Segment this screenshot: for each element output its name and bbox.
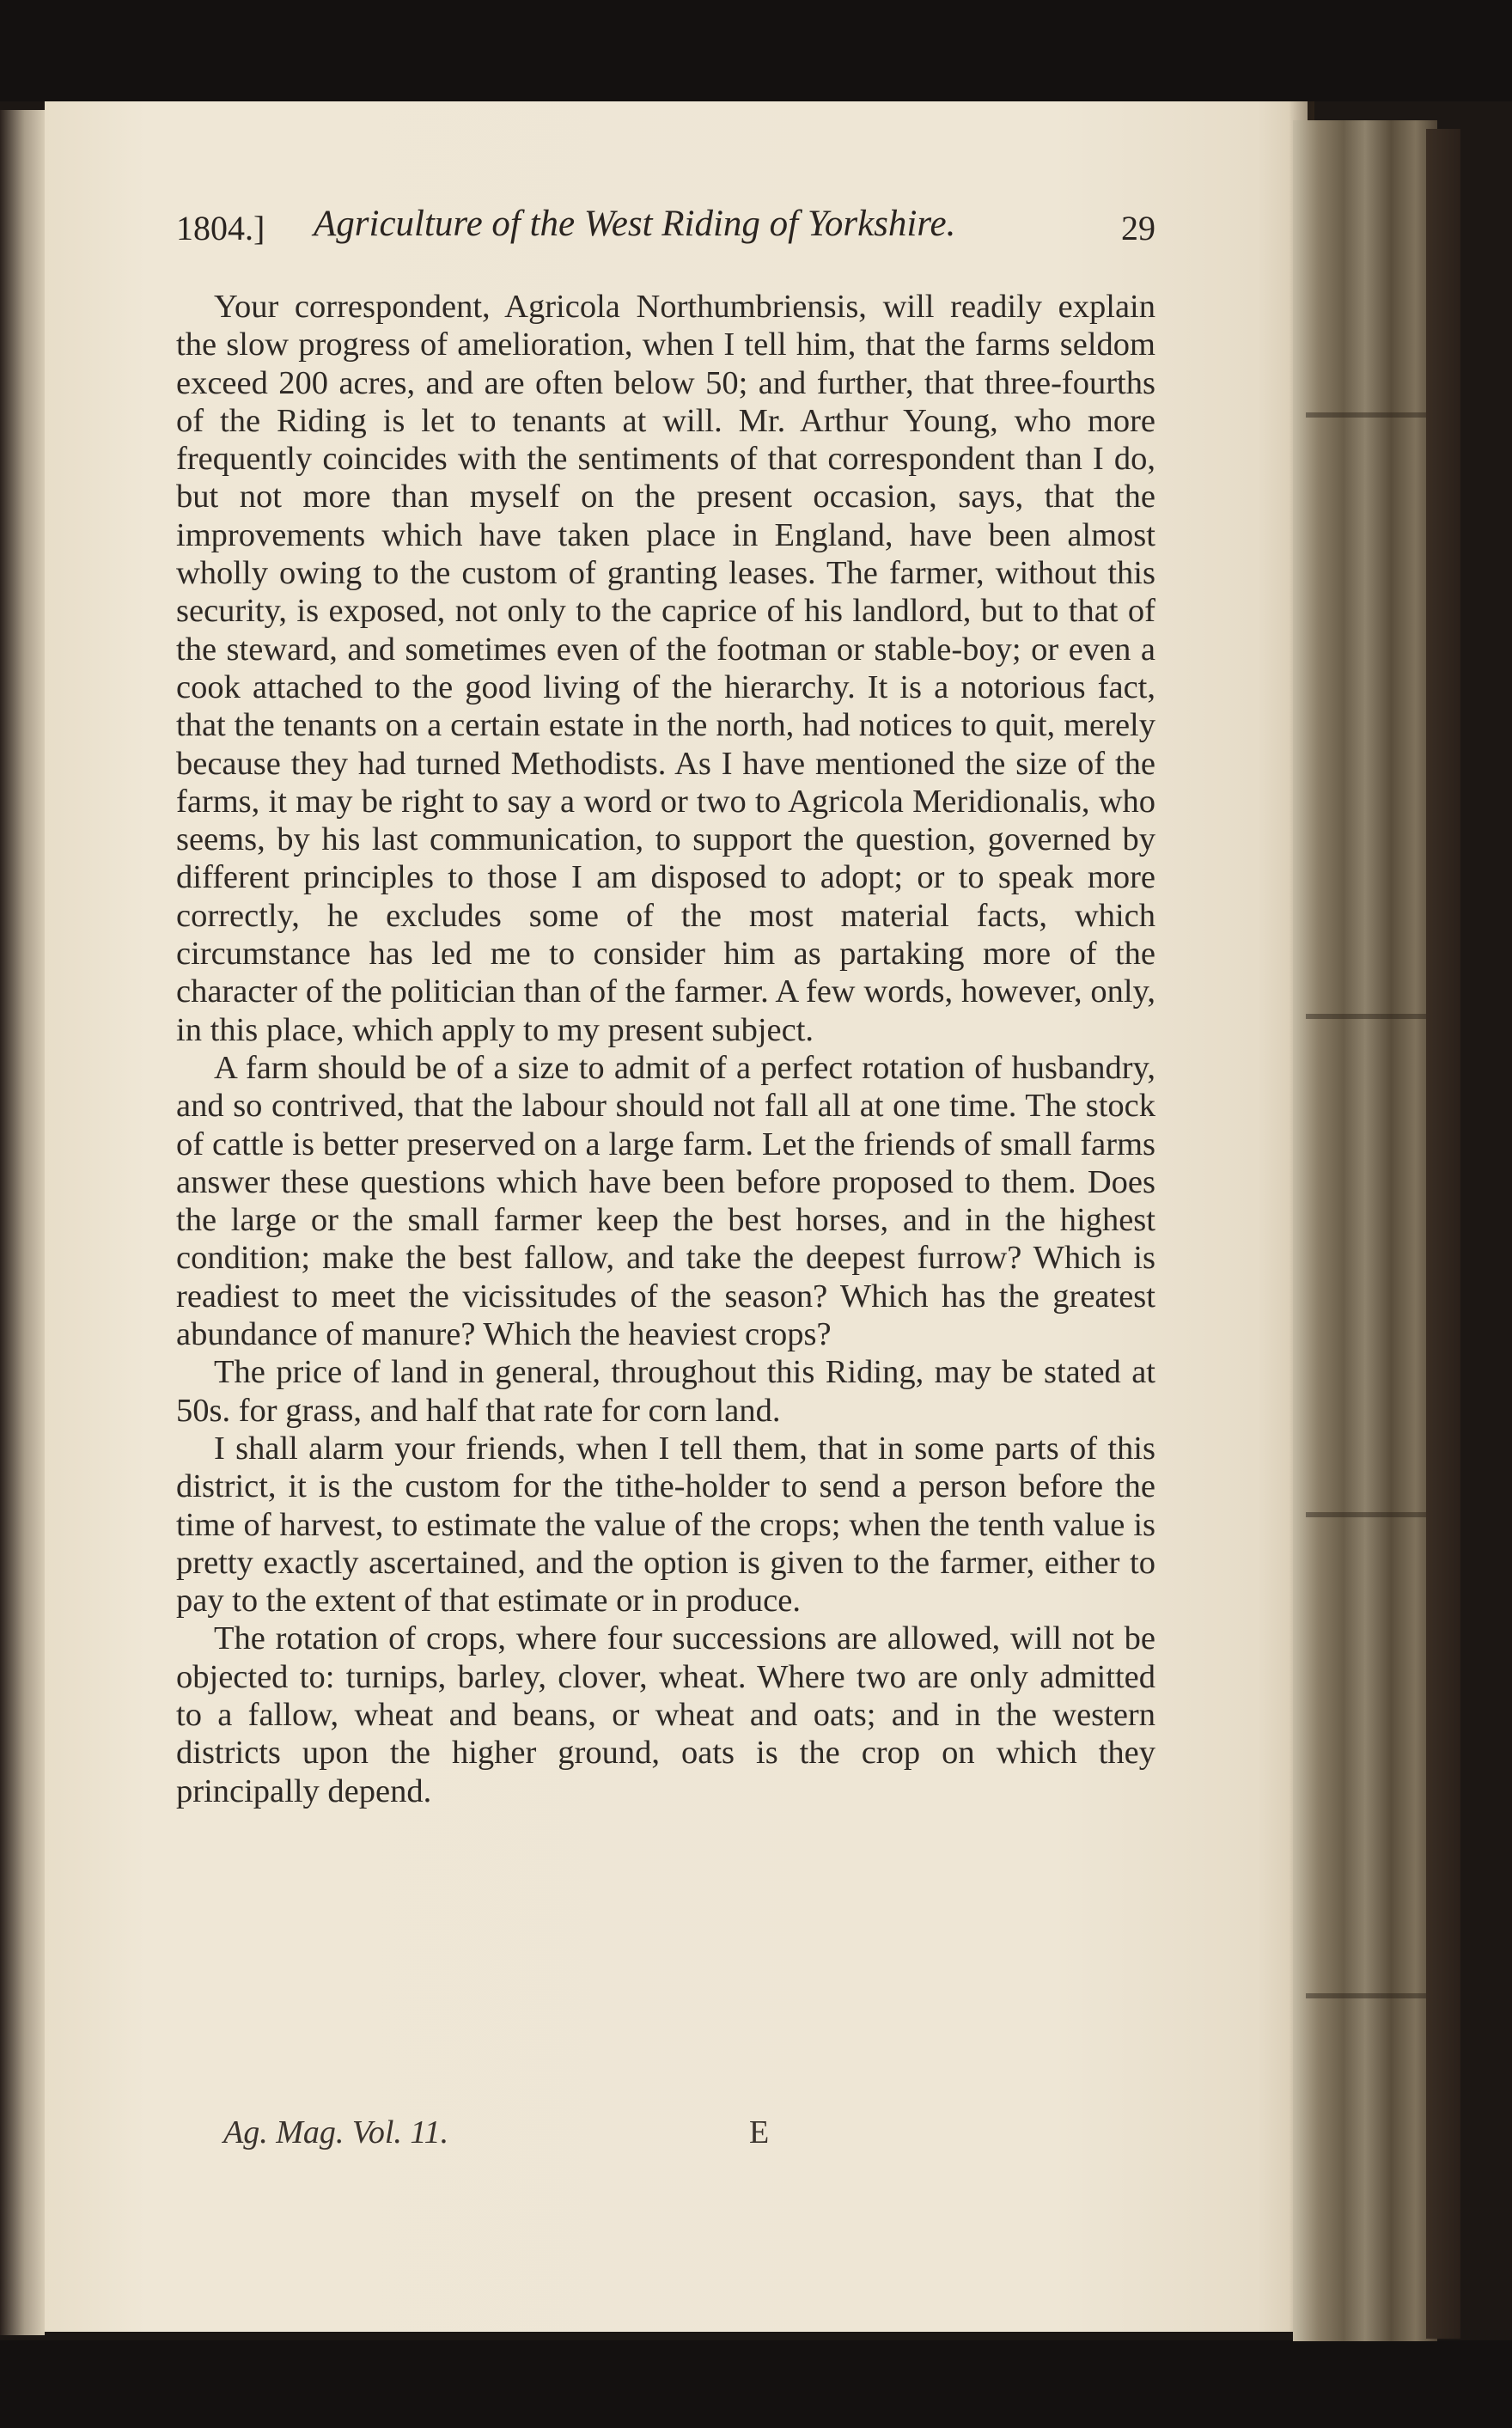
running-header (176, 203, 1155, 263)
page-edges-stack (1293, 120, 1437, 2341)
page-number: 29 (1121, 209, 1155, 247)
signature-letter: E (749, 2114, 770, 2150)
page-edge-band (1306, 1993, 1426, 1998)
paragraph: Your correspondent, Agricola Northumbriensis, will readily explain the slow progress of amelioration, when I tell him, that the farms seldom exceed 200 acres, and are often below 50; and further, that three-fourths of the Riding is let to tenants at will. Mr. Arthur Young, who more frequently coincides with the sentiments of that correspondent than I do, but not more than myself on the present occasion, says, that the improvements which have taken place in England, have been almost wholly owing to the custom of granting leases. The farmer, without this security, is exposed, not only to the caprice of his landlord, but to that of the steward, and sometimes even of the footman or stable-boy; or even a cook attached to the good living of the hierarchy. It is a notorious fact, that the tenants on a certain estate in the north, had notices to quit, merely because they had turned Methodists. As I have mentioned the size of the farms, it may be right to say a word or two to Agricola Meridionalis, who seems, by his last communication, to support the question, governed by different principles to those I am disposed to adopt; or to speak more correctly, he excludes some of the most material facts, which circumstance has led me to consider him as partaking more of the character of the politician than of the farmer. A few words, however, only, in this place, which apply to my present subject. (176, 289, 1155, 1048)
paragraph: The rotation of crops, where four successions are allowed, will not be objected to: turnips, barley, clover, wheat. Where two are only admitted to a fallow, wheat and beans, or wheat and oats; and in the western districts upon the higher ground, oats is the crop on which they principally depend. (176, 1620, 1155, 1809)
page-footer (223, 2114, 825, 2157)
signature-mark: Ag. Mag. Vol. 11. (223, 2114, 449, 2150)
paragraph: The price of land in general, throughout this Riding, may be stated at 50s. for grass, and half that rate for corn land. (176, 1354, 1155, 1429)
facing-page-edge (0, 110, 45, 2335)
page-edge-band (1306, 412, 1426, 418)
body-text (176, 288, 1155, 1810)
page-edge-band (1306, 1014, 1426, 1019)
page-edge-band (1306, 1512, 1426, 1517)
header-year: 1804.] (176, 209, 265, 247)
book-cover-edge (1426, 129, 1460, 2339)
paragraph: A farm should be of a size to admit of a perfect rotation of husbandry, and so contrived, that the labour should not fall all at one time. The stock of cattle is better preserved on a large farm. Let the friends of small farms answer these questions which have been before proposed to them. Does the large or the small farmer keep the best horses, and in the highest condition; make the best fallow, and take the deepest furrow? Which is readiest to meet the vicissitudes of the season? Which has the greatest abundance of manure? Which the heaviest crops? (176, 1049, 1155, 1353)
running-title: Agriculture of the West Riding of Yorkshire. (314, 204, 956, 244)
paragraph: I shall alarm your friends, when I tell them, that in some parts of this district, it is the custom for the tithe-holder to send a person before the time of harvest, to estimate the value of the crops; when the tenth value is pretty exactly ascertained, and the option is given to the farmer, either to pay to the extent of that estimate or in produce. (176, 1430, 1155, 1620)
